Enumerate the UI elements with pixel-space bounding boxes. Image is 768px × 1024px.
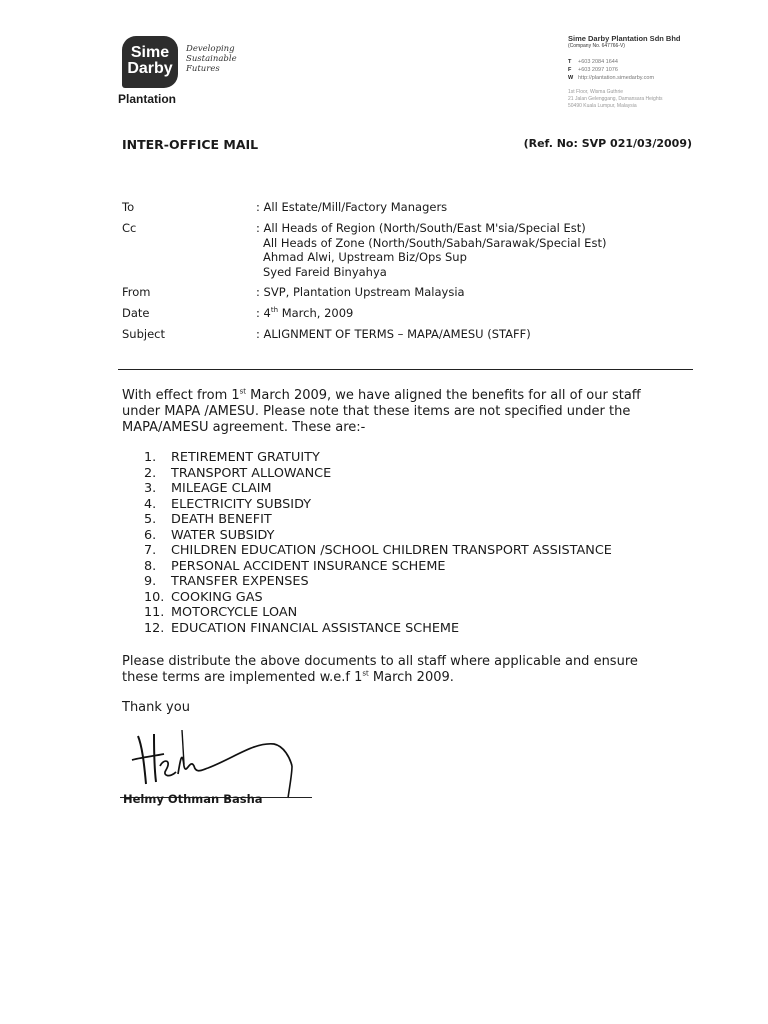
list-item-text: TRANSPORT ALLOWANCE xyxy=(171,465,332,481)
closing-line-2: these terms are implemented w.e.f 1st March 2009. xyxy=(122,669,454,685)
list-item xyxy=(144,621,612,637)
list-item-number: 5. xyxy=(144,512,157,527)
list-item-number: 11. xyxy=(144,605,165,620)
list-item-text: PERSONAL ACCIDENT INSURANCE SCHEME xyxy=(171,558,446,574)
from-value: : SVP, Plantation Upstream Malaysia xyxy=(256,285,465,299)
benefits-list xyxy=(144,450,612,636)
list-item xyxy=(144,590,612,606)
company-name: Sime Darby Plantation Sdn Bhd xyxy=(568,34,681,43)
list-item-number: 6. xyxy=(144,527,157,543)
list-item-text: CHILDREN EDUCATION /SCHOOL CHILDREN TRANSPORT ASSISTANCE xyxy=(171,543,612,558)
tagline-line: Futures xyxy=(186,64,220,74)
list-item xyxy=(144,574,612,590)
list-item-number: 7. xyxy=(144,543,157,558)
list-item xyxy=(144,528,612,544)
closing-line-1: Please distribute the above documents to all staff where applicable and ensure xyxy=(122,654,638,669)
list-item xyxy=(144,450,612,466)
date-value: : 4th March, 2009 xyxy=(256,306,354,320)
reference-number: (Ref. No: SVP 021/03/2009) xyxy=(523,137,692,150)
logo-division: Plantation xyxy=(118,92,177,106)
list-item xyxy=(144,559,612,575)
tagline-line: Sustainable xyxy=(186,54,237,64)
list-item-number: 12. xyxy=(144,620,165,636)
header-divider xyxy=(118,369,693,370)
tagline-line: Developing xyxy=(186,44,235,54)
list-item-number: 8. xyxy=(144,558,157,574)
list-item-number: 4. xyxy=(144,496,157,512)
date-label: Date xyxy=(122,306,150,320)
list-item xyxy=(144,605,612,621)
cc-value: : All Heads of Region (North/South/East M'sia/Special Est) All Heads of Zone (North/South/Sabah/Sarawak/Special Est) Ahmad Alwi, Upstream Biz/Ops Sup Syed Fareid Binyahya xyxy=(256,221,607,279)
subject-label: Subject xyxy=(122,327,165,341)
company-number: (Company No. 647766-V) xyxy=(568,43,625,49)
list-item-number: 9. xyxy=(144,574,157,589)
from-label: From xyxy=(122,285,151,299)
contact-fax: F +603 2097 1076 xyxy=(568,67,618,73)
list-item-number: 2. xyxy=(144,465,157,481)
list-item-text: RETIREMENT GRATUITY xyxy=(171,450,320,465)
list-item-text: WATER SUBSIDY xyxy=(171,527,275,543)
list-item-text: ELECTRICITY SUBSIDY xyxy=(171,496,312,512)
list-item-text: MILEAGE CLAIM xyxy=(171,481,272,496)
to-label: To xyxy=(122,200,135,214)
closing-paragraph xyxy=(122,654,682,686)
intro-line-3: MAPA/AMESU agreement. These are:- xyxy=(122,420,366,435)
list-item-number: 3. xyxy=(144,481,157,496)
subject-value: : ALIGNMENT OF TERMS – MAPA/AMESU (STAFF) xyxy=(256,327,531,341)
cc-label: Cc xyxy=(122,221,137,235)
company-logo xyxy=(116,34,266,114)
contact-phone: T +603 2084 1644 xyxy=(568,59,618,65)
list-item-text: TRANSFER EXPENSES xyxy=(171,574,309,589)
list-item-number: 10. xyxy=(144,589,165,605)
company-address: 1st Floor, Wisma Guthrie 21 Jalan Gelenggang, Damansara Heights 50490 Kuala Lumpur, Malaysia xyxy=(568,89,663,109)
contact-web: W http://plantation.simedarby.com xyxy=(568,75,655,81)
list-item-number: 1. xyxy=(144,450,157,465)
company-info xyxy=(568,34,708,110)
intro-line-1: With effect from 1st March 2009, we have aligned the benefits for all of our staff xyxy=(122,387,641,403)
memo-title: INTER-OFFICE MAIL xyxy=(122,137,259,152)
list-item-text: EDUCATION FINANCIAL ASSISTANCE SCHEME xyxy=(171,620,460,636)
list-item xyxy=(144,543,612,559)
intro-line-2: under MAPA /AMESU. Please note that these items are not specified under the xyxy=(122,404,631,419)
list-item-text: COOKING GAS xyxy=(171,589,263,605)
to-value: : All Estate/Mill/Factory Managers xyxy=(256,200,448,214)
logo-brand-line2: Darby xyxy=(127,60,173,77)
list-item xyxy=(144,481,612,497)
logo-tagline xyxy=(186,44,266,74)
sime-darby-logo-badge xyxy=(122,36,178,88)
list-item xyxy=(144,466,612,482)
intro-paragraph xyxy=(122,388,682,436)
thank-you: Thank you xyxy=(122,700,190,715)
list-item xyxy=(144,497,612,513)
list-item-text: MOTORCYCLE LOAN xyxy=(171,605,298,620)
list-item-text: DEATH BENEFIT xyxy=(171,512,272,527)
signatory-name: Helmy Othman Basha xyxy=(123,792,263,806)
list-item xyxy=(144,512,612,528)
logo-brand-line1: Sime xyxy=(130,44,170,61)
